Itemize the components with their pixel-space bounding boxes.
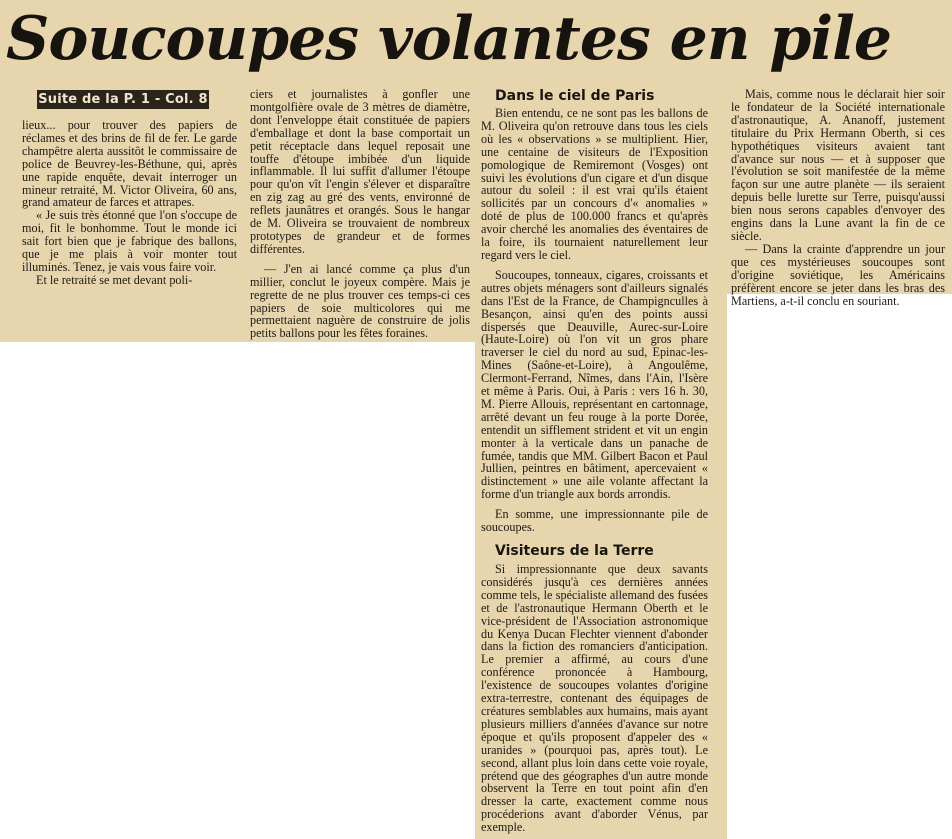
- column-2: [250, 88, 470, 340]
- subhead-ciel-de-paris: Dans le ciel de Paris: [495, 88, 655, 104]
- col1-paragraph: lieux... pour trouver des papiers de réclames et des brins de fil de fer. Le garde champêtre alerta aussitôt le commissaire de police de Beuvrey-les-Béthune, qui, après une rapide enquête, devait interroger un mineur retraité, M. Victor Oliveira, 60 ans, grand amateur de farces et attrapes.: [22, 118, 237, 210]
- col3-paragraph: En somme, une impressionnante pile de soucoupes.: [481, 507, 708, 535]
- col2-paragraph: — J'en ai lancé comme ça plus d'un millier, conclut le joyeux compère. Mais je regrette de ne plus trouver ces temps-ci ces papiers de soie multicolores qui me permettaient naguère de construire de jolis petits ballons pour les fêtes foraines.: [250, 261, 470, 341]
- col1-paragraph: Et le retraité se met devant poli-: [36, 272, 193, 287]
- column-3: [481, 88, 708, 834]
- subhead-visiteurs-terre: Visiteurs de la Terre: [495, 543, 654, 559]
- column-1: [22, 119, 237, 287]
- column-4: [731, 88, 945, 307]
- continuation-banner: Suite de la P. 1 - Col. 8: [38, 92, 208, 107]
- col3-paragraph: Soucoupes, tonneaux, cigares, croissants et autres objets ménagers sont d'ailleurs signalés dans l'Est de la France, de Champignculles à Besançon, ainsi qu'en des points aussi dispersés que Deauville, Aurec-sur-Loire (Haute-Loire) où l'on vit un gros phare traverser le ciel du nord au sud, Epinac-les-Mines (Saône-et-Loire), à Angoulême, Clermont-Ferrand, Nîmes, dans l'Ain, l'Isère et même à Paris. Oui, à Paris : vers 16 h. 30, M. Pierre Allouis, représentant en cartonnage, arrêté devant un feu rouge à la porte Dorée, entendit un sifflement strident et vit un engin monter à la verticale dans un panache de fumée, tandis que MM. Gilbert Bacon et Paul Jullien, peintres en bâtiment, apercevaient « distinctement » une aile volante affectant la forme d'un triangle aux bords arrondis.: [481, 267, 708, 502]
- col3-paragraph: Si impressionnante que deux savants considérés jusqu'à ces dernières années comme tels, le spécialiste allemand des fusées et de l'astronautique Hermann Oberth et le vice-président de l'Association astronomique du Kenya Ducan Flechter viennent d'abonder dans la fiction des romanciers d'anticipation. Le premier a affirmé, au cours d'une conférence prononcée à Hambourg, l'existence de soucoupes volantes d'origine extra-terrestre, contenant des équipages de créatures semblables aux humains, mais ayant plusieurs milliers d'années d'avance sur notre époque et qu'ils proposent d'appeler des « uranides » (pourquoi pas, après tout). Le second, allant plus loin dans cette voie royale, prétend que des géographes d'un autre monde observent la Terre en tout point afin d'en dresser la carte, exactement comme nous procéderions avant d'aborder Vénus, par exemple.: [481, 562, 708, 835]
- col4-paragraph: — Dans la crainte d'apprendre un jour que ces mystérieuses soucoupes sont d'origine soviétique, les Américains préfèrent encore se jeter dans les bras des Martiens, a-t-il conclu en souriant.: [731, 241, 945, 308]
- headline: Soucoupes volantes en pile: [6, 4, 892, 74]
- col2-paragraph: ciers et journalistes à gonfler une montgolfière ovale de 3 mètres de diamètre, dont l'enveloppe était constituée de papiers d'emballage et dont la base comportait un petit réceptacle dans lequel reposait une touffe d'étoupe imbibée d'un liquide inflammable. Il lui suffit d'allumer l'étoupe pour qu'on vît l'engin s'élever et disparaître en zig zag au gré des vents, environné de reflets jaunâtres et orangés. Sous le hangar de M. Oliveira se trouvaient de nombreux prototypes de grandeur et de formes différentes.: [250, 87, 470, 256]
- col3-paragraph: Bien entendu, ce ne sont pas les ballons de M. Oliveira qu'on retrouve dans tous les ciels où les « observations » se multiplient. Hier, une centaine de visiteurs de l'Exposition pomologique de Remiremont (Vosges) ont suivi les évolutions d'un cigare et d'un disque autour du soleil : il est vrai qu'ils étaient sollicités par un concours d'« anomalies » doté de plus de 100.000 francs et qu'après avoir cherché les anomalies des éventaires de la foire, ils tournaient naturellement leur regard vers le ciel.: [481, 106, 708, 262]
- col4-paragraph: Mais, comme nous le déclarait hier soir le fondateur de la Société internationale d'astronautique, A. Ananoff, justement titulaire du Prix Hermann Oberth, si ces hypothétiques visiteurs avaient tant d'avance sur nous — et à supposer que l'évolution se soit manifestée de la même façon sur une autre planète — ils seraient depuis belle lurette sur Terre, puisqu'aussi bien nous serons capables d'envoyer des engins dans la Lune avant la fin de ce siècle.: [731, 87, 945, 243]
- col1-paragraph: « Je suis très étonné que l'on s'occupe de moi, fit le bonhomme. Tout le monde ici sait fort bien que je fabrique des ballons, que je me plais à voir monter tout illuminés. Tenez, je vais vous faire voir.: [22, 208, 237, 274]
